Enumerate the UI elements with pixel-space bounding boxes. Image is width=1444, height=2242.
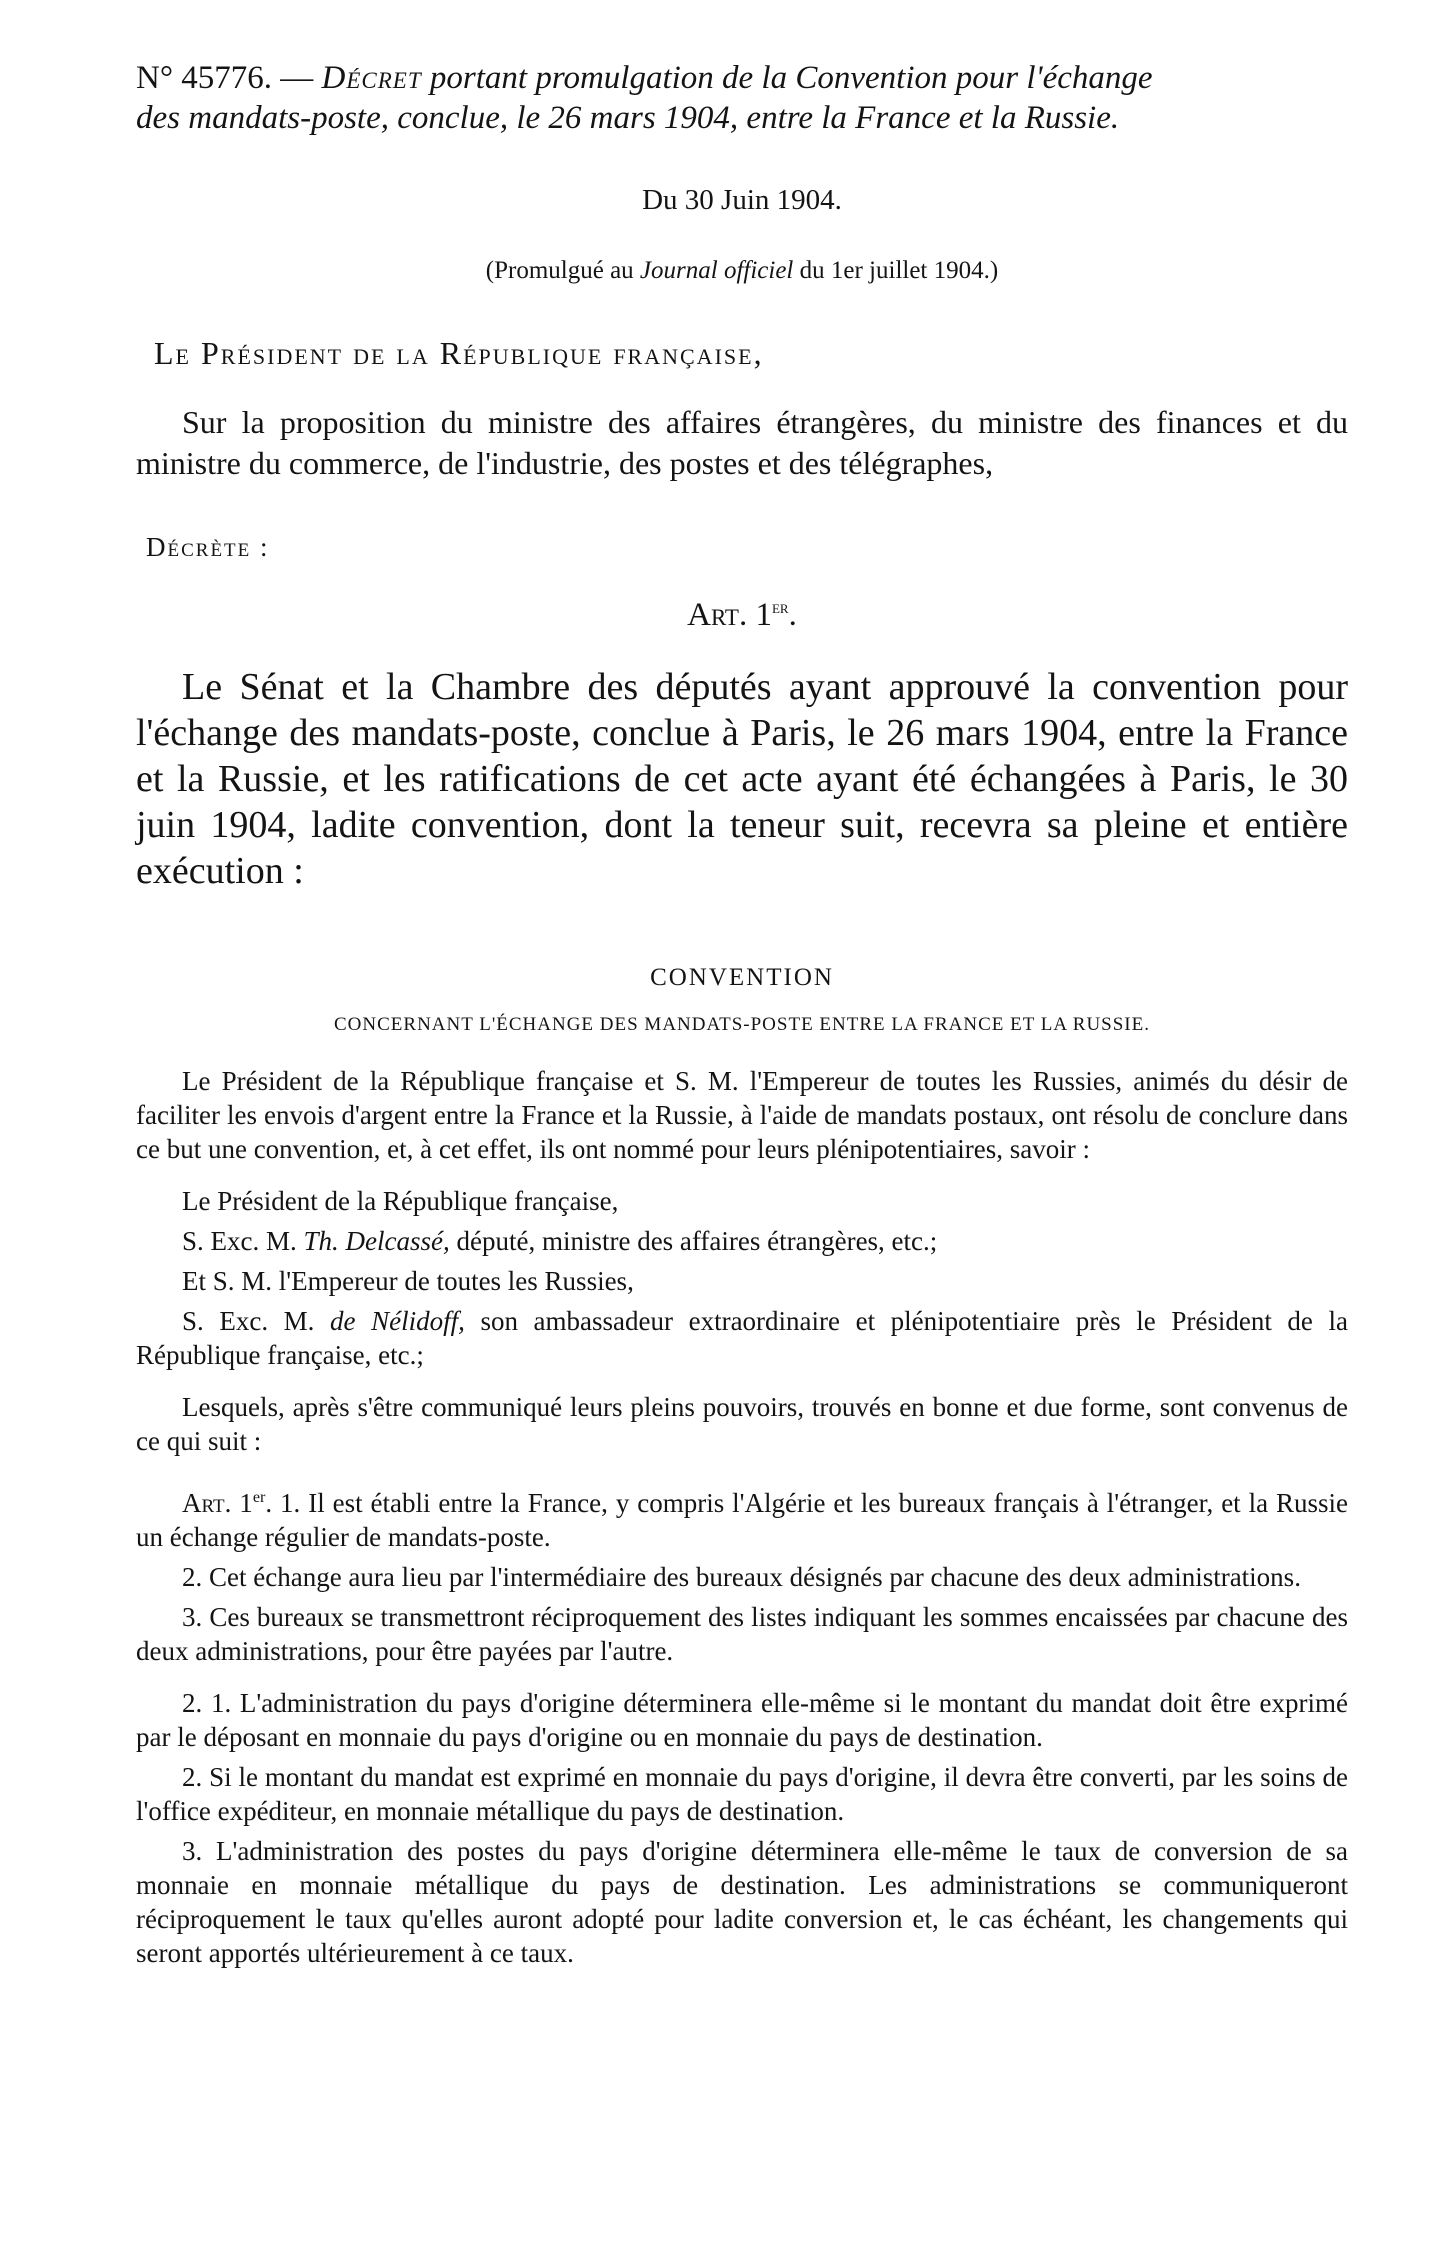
convention-title: CONVENTION: [650, 964, 834, 991]
decree-number: N° 45776. —: [136, 60, 314, 96]
convention-art-1-para-1: [136, 1486, 1348, 1554]
promulgation-note: [136, 257, 1348, 285]
promulgation-after: du 1er juillet 1904.): [799, 257, 999, 284]
fr-delegate-prefix: S. Exc. M.: [182, 1226, 297, 1256]
decree-heading-line-2: des mandats-poste, conclue, le 26 mars 1904, entre la France et la Russie.: [136, 100, 1120, 136]
convention-subtitle: CONCERNANT L'ÉCHANGE DES MANDATS-POSTE ENTRE LA FRANCE ET LA RUSSIE.: [334, 1014, 1150, 1035]
convention-art-2-para-1: 2. 1. L'administration du pays d'origine déterminera elle-même si le montant du mandat doit être exprimé par le déposant en monnaie du pays d'origine ou en monnaie du pays de destination.: [136, 1688, 1348, 1752]
convention-art-1-text-1: . 1. Il est établi entre la France, y compris l'Algérie et les bureaux français à l'étranger, et la Russie un échange régulier de mandats-poste.: [136, 1488, 1348, 1552]
fr-delegate-title: député, ministre des affaires étrangères, etc.;: [456, 1226, 938, 1256]
convention-art-2-para-2: 2. Si le montant du mandat est exprimé en monnaie du pays d'origine, il devra être converti, par les soins de l'office expéditeur, en monnaie métallique du pays de destination.: [136, 1762, 1348, 1826]
ru-delegate-name: de Nélidoff,: [330, 1306, 465, 1336]
fr-delegate-name: Th. Delcassé,: [303, 1226, 450, 1256]
ru-delegate-prefix: S. Exc. M.: [182, 1306, 315, 1336]
plenipotentiary-ru-delegate: [136, 1304, 1348, 1372]
convention-art-1-label: Art. 1: [182, 1488, 253, 1518]
decree-title-rest: portant promulgation de la Convention pour l'échange: [429, 60, 1153, 96]
decree-word: Décret: [321, 60, 422, 96]
convention-art-1-para-2: 2. Cet échange aura lieu par l'intermédiaire des bureaux désignés par chacune des deux administrations.: [182, 1562, 1301, 1592]
article-1-label: Art. 1: [687, 597, 772, 633]
article-1-title: Art. 1er.: [687, 597, 797, 633]
article-1-sup: er: [771, 597, 789, 617]
convention-art-2-para-3: 3. L'administration des postes du pays d'origine déterminera elle-même le taux de conversion de sa monnaie en monnaie métallique du pays de destination. Les administrations se communiqueront réciproquement le taux qu'elles auront adopté pour ladite conversion et, le cas échéant, les changements qui seront apportés ultérieurement à ce taux.: [136, 1836, 1348, 1968]
convention-art-1-para-3: 3. Ces bureaux se transmettront réciproquement des listes indiquant les sommes encaissées par chacune des deux administrations, pour être payées par l'autre.: [136, 1602, 1348, 1666]
plenipotentiary-ru-line: Et S. M. l'Empereur de toutes les Russies,: [182, 1266, 634, 1296]
convention-preamble: Le Président de la République française et S. M. l'Empereur de toutes les Russies, animés du désir de faciliter les envois d'argent entre la France et la Russie, à l'aide de mandats postaux, ont résolu de conclure dans ce but une convention, et, à cet effet, ils ont nommé pour leurs plénipotentiaires, savoir :: [136, 1066, 1348, 1164]
decree-heading-line-1: [136, 58, 1348, 98]
president-heading: Le Président de la République française,: [154, 335, 764, 371]
promulgation-before: (Promulgué au: [485, 257, 634, 284]
ru-delegate-title: son ambassadeur extraordinaire et plénipotentiaire près le Président de la République française, etc.;: [136, 1306, 1348, 1370]
journal-officiel: Journal officiel: [639, 257, 794, 284]
lesquels-paragraph: Lesquels, après s'être communiqué leurs pleins pouvoirs, trouvés en bonne et due forme, sont convenus de ce qui suit :: [136, 1392, 1348, 1456]
decree-date: Du 30 Juin 1904.: [642, 184, 842, 216]
convention-art-1-sup: er: [252, 1488, 266, 1506]
considerant-paragraph: Sur la proposition du ministre des affaires étrangères, du ministre des finances et du ministre du commerce, de l'industrie, des postes et des télégraphes,: [136, 404, 1348, 481]
plenipotentiary-fr-line: Le Président de la République française,: [182, 1186, 619, 1216]
plenipotentiary-fr-delegate: [136, 1224, 1348, 1258]
decrete-heading: Décrète :: [146, 532, 270, 562]
article-1-body: Le Sénat et la Chambre des députés ayant approuvé la convention pour l'échange des mandats-poste, conclue à Paris, le 26 mars 1904, entre la France et la Russie, et les ratifications de cet acte ayant été échangées à Paris, le 30 juin 1904, ladite convention, dont la teneur suit, recevra sa pleine et entière exécution :: [136, 666, 1348, 892]
